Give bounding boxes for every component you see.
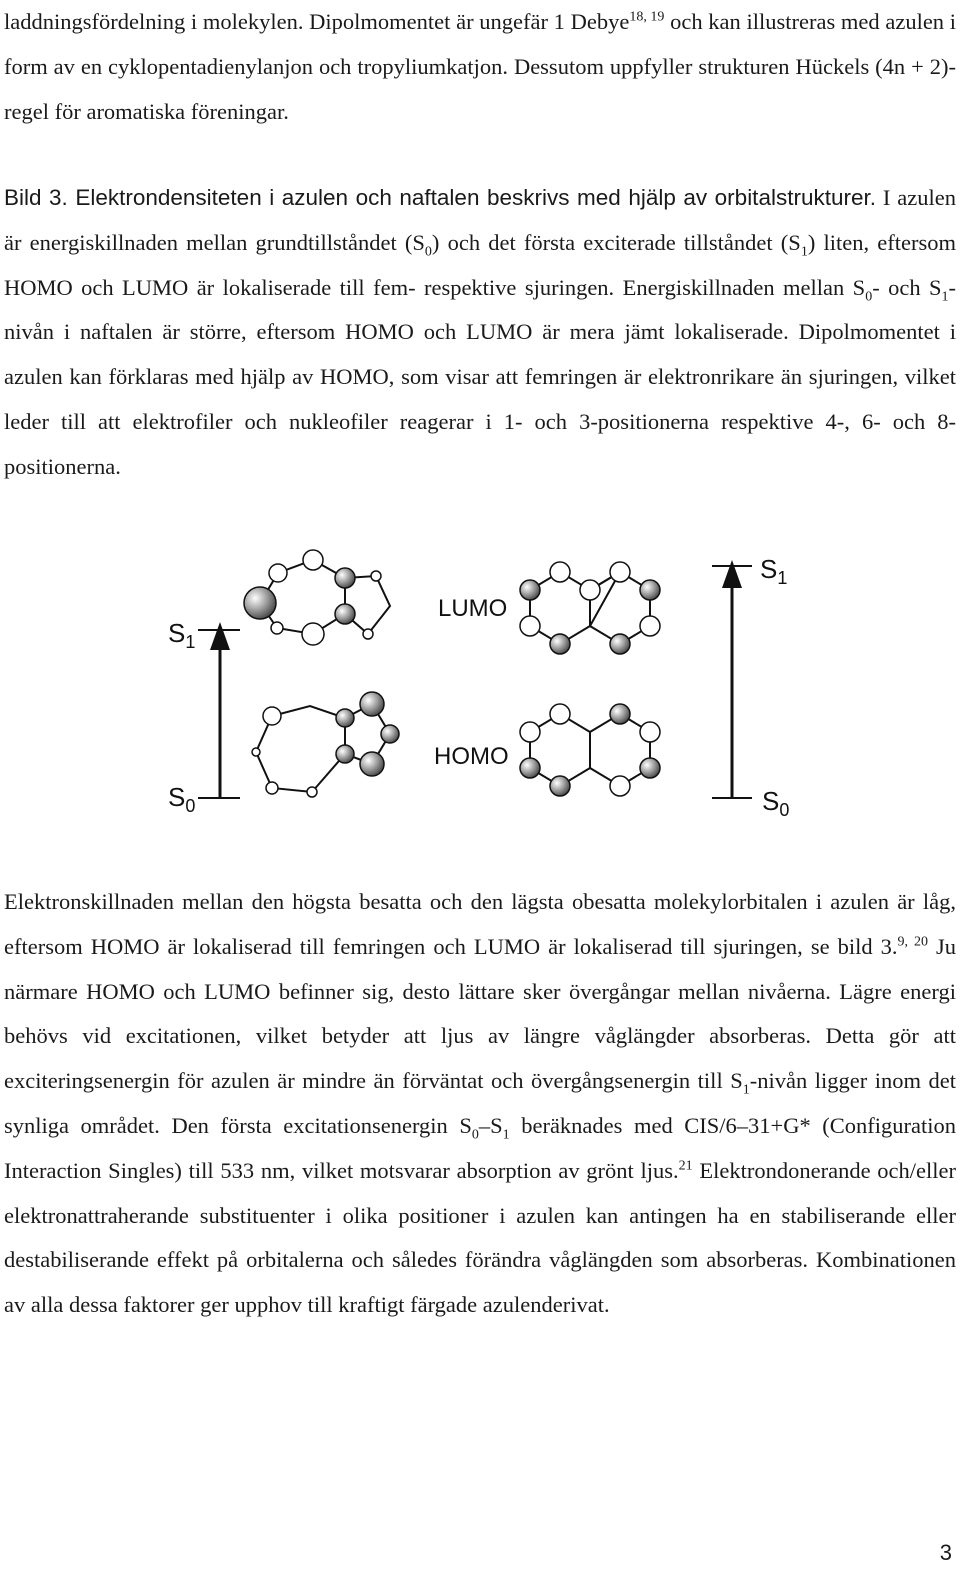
svg-text:S0: $S_0$ [762,786,790,820]
arrow-up-icon [210,622,230,650]
orbital-figure [150,538,810,828]
homo-label: HOMO [434,743,509,770]
paragraph-excitation: Elektronskillnaden mellan den högsta besatta och den lägsta obesatta molekylorbitalen i azulen är låg, eftersom HOMO är lokaliserad till femringen och LUMO är lokaliserad till sjuringen, se bild 3.$^{9, 20}$ Ju närmare HOMO och LUMO befinner sig, desto lättare sker övergångar mellan nivåerna. Lägre energi behövs vid excitationen, vilket betyder att ljus av längre våglängder absorberas. Detta gör att exciteringsenergin för azulen är mindre än förväntat och övergångsenergin till $S_1$-nivån ligger inom det synliga området. Den första excitationsenergin $S_0-S_1$ beräknades med CIS/6–31+G* (Configuration Interaction Singles) till 533 nm, vilket motsvarar absorption av grönt ljus.$^{21}$ Elektrondonerande och/eller elektronattraherande substituenter i olika positioner i azulen kan antingen ha en stabiliserande eller destabiliserande effekt på orbitalerna och således förändra våglängden som absorberas. Kombinationen av alla dessa faktorer ger upphov till kraftigt färgade azulenderivat. [4,889,957,1318]
lumo-label: LUMO [438,595,508,622]
azulen-energy-levels [168,618,240,816]
arrow-up-icon [722,560,742,588]
naftalen-homo-structure [530,714,650,786]
svg-text:S0: $S_0$ [168,782,196,816]
page-number: 3 [939,1540,952,1565]
svg-text:S1: $S_1$ [760,554,788,588]
caption-label: Bild 3. Elektrondensiteten i azulen och naftalen beskrivs med hjälp av orbitalstrukturer. [4,185,876,210]
paragraph-intro: laddningsfördelning i molekylen. Dipolmomentet är ungefär 1 Debye$^{18, 19}$ och kan illustreras med azulen i form av en cyklopentadienylanjon och tropyliumkatjon. Dessutom uppfyller strukturen Hückels (4n + 2)-regel för aromatiska föreningar. [4,9,956,124]
svg-text:S1: $S_1$ [168,618,196,652]
azulen-lumo-orbitals [244,550,381,645]
figure-caption: Bild 3. Elektrondensiteten i azulen och naftalen beskrivs med hjälp av orbitalstrukturer. I azulen är energiskillnaden mellan grundtillståndet $(S_0)$ och det första exciterade tillståndet $(S_1)$ liten, eftersom HOMO och LUMO är lokaliserade till fem- respektive sjuringen. Energiskillnaden mellan $S_0-$ och $S_1$-nivån i naftalen är större, eftersom HOMO och LUMO är mera jämt lokaliserade. Dipolmomentet i azulen kan förklaras med hjälp av HOMO, som visar att femringen är elektronrikare än sjuringen, vilket leder till att elektrofiler och nukleofiler reagerar i 1- och 3-positionerna respektive 4-, 6- och 8-positionerna. [4,185,956,479]
azulen-homo-orbitals [252,692,399,797]
naftalen-energy-levels [712,554,789,820]
